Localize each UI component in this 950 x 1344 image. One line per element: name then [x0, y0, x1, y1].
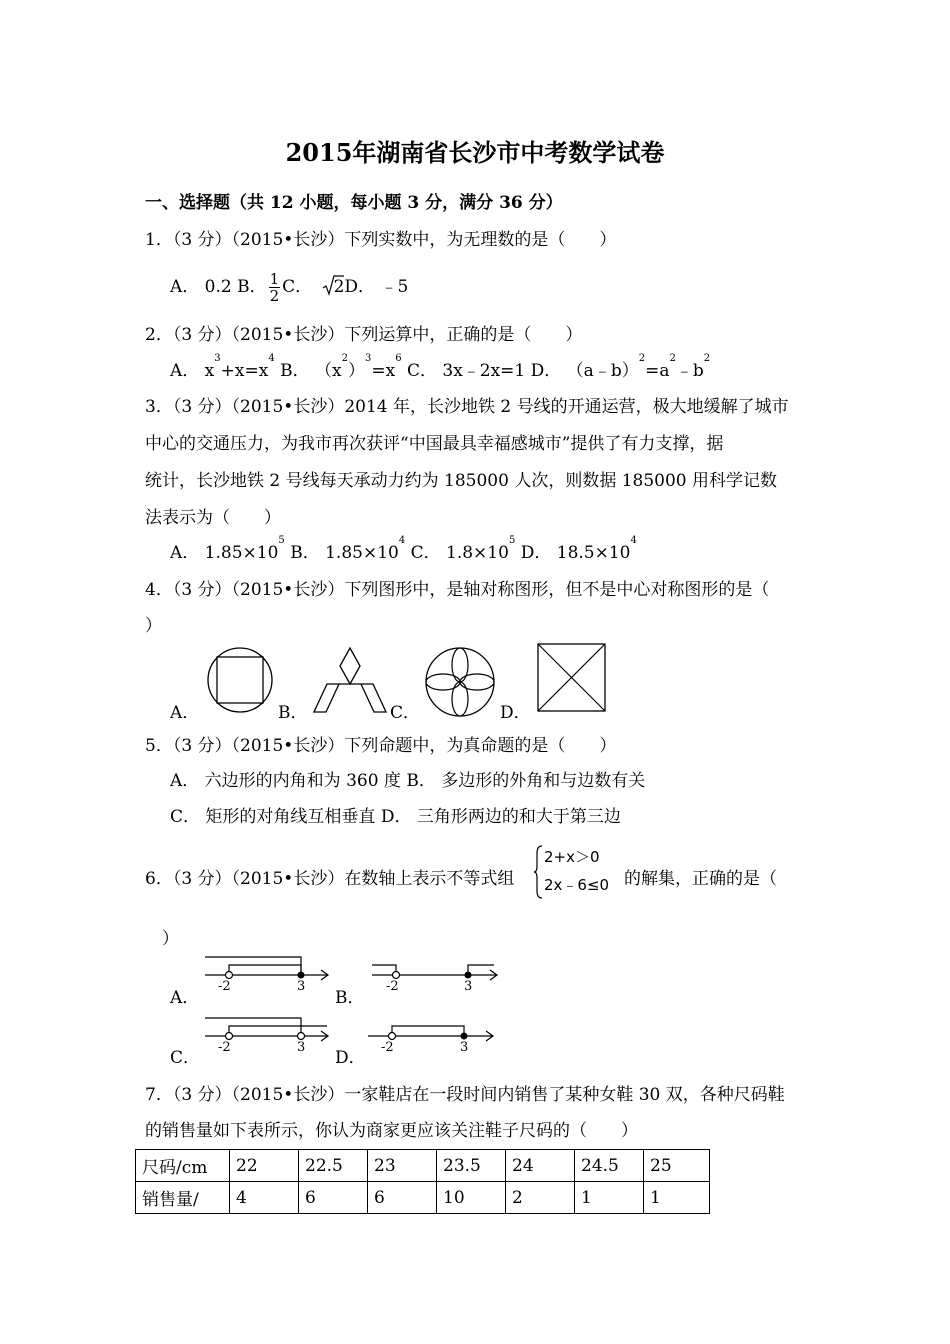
- tick-label-left: -2: [218, 1040, 231, 1055]
- q1-option-c: C．: [282, 277, 313, 297]
- three-rhombus-icon: [312, 648, 388, 714]
- q4-line2: ）: [145, 616, 162, 636]
- tick-label-right: 3: [460, 1040, 469, 1055]
- table-cell: 24.5: [575, 1150, 644, 1182]
- table-cell: 23.5: [437, 1150, 506, 1182]
- table-cell: 22: [230, 1150, 299, 1182]
- table-cell: 6: [368, 1182, 437, 1214]
- table-cell: 10: [437, 1182, 506, 1214]
- q4-option-b-label: B．: [278, 703, 308, 723]
- table-cell: 23: [368, 1150, 437, 1182]
- q6-line2: ）: [162, 929, 179, 949]
- q3-line4: 法表示为（ ）: [145, 508, 281, 528]
- q3-line2: 中心的交通压力，为我市再次获评“中国最具幸福感城市”提供了有力支撑，据: [145, 434, 724, 454]
- q4-line1: 4．（3 分）（2015•长沙）下列图形中，是轴对称图形，但不是中心对称图形的是（: [145, 580, 770, 600]
- circle-with-four-petals-icon: [424, 646, 496, 718]
- q6-option-d-label: D．: [335, 1048, 366, 1068]
- tick-label-right: 3: [464, 979, 473, 994]
- q6-option-c-label: C．: [170, 1048, 201, 1068]
- table-cell: 1: [575, 1182, 644, 1214]
- table-cell: 25: [644, 1150, 710, 1182]
- table-cell: 24: [506, 1150, 575, 1182]
- tick-label-right: 3: [297, 1040, 306, 1055]
- q6-stem-post: 的解集，正确的是（: [624, 869, 777, 889]
- q7-line1: 7．（3 分）（2015•长沙）一家鞋店在一段时间内销售了某种女鞋 30 双，各种尺码鞋: [145, 1085, 785, 1105]
- table-cell: 尺码/cm: [136, 1150, 230, 1182]
- q5-stem: 5．（3 分）（2015•长沙）下列命题中，为真命题的是（ ）: [145, 736, 617, 756]
- table-cell: 销售量/: [136, 1182, 230, 1214]
- q3-options: A． $1.85\times 10^5$ B． $1.85\times 10^4$ C． $1.8\times 10^5$ D． $18.5\times 10^4$: [170, 535, 637, 563]
- brace-icon: [533, 845, 543, 899]
- tick-label-right: 3: [297, 979, 306, 994]
- table-cell: 1: [644, 1182, 710, 1214]
- q2-stem: 2．（3 分）（2015•长沙）下列运算中，正确的是（ ）: [145, 325, 583, 345]
- q6-inequality-2: 2x﹣6≤0: [544, 876, 610, 894]
- q1-option-d: D． ﹣5: [344, 277, 409, 297]
- q1-fraction: $\frac{1}{2}$: [269, 270, 280, 305]
- q3-line1: 3．（3 分）（2015•长沙）2014 年，长沙地铁 2 号线的开通运营，极大地缓解了城市: [145, 397, 789, 417]
- q4-option-d-label: D．: [500, 703, 531, 723]
- q1-sqrt: 2: [322, 277, 345, 297]
- q6-stem-pre: 6．（3 分）（2015•长沙）在数轴上表示不等式组: [145, 869, 515, 889]
- table-row: [136, 1150, 710, 1182]
- q4-option-a-label: A．: [170, 703, 200, 723]
- table-row: [136, 1182, 710, 1214]
- q6-inequality-1: 2+x＞0: [544, 848, 600, 866]
- size-sales-table: [135, 1149, 710, 1214]
- table-cell: 6: [299, 1182, 368, 1214]
- tick-label-left: -2: [381, 1040, 394, 1055]
- circle-with-inscribed-square-icon: [205, 645, 275, 715]
- table-cell: 2: [506, 1182, 575, 1214]
- q6-option-b-label: B．: [335, 988, 365, 1008]
- tick-label-left: -2: [386, 979, 399, 994]
- q1-stem: 1．（3 分）（2015•长沙）下列实数中，为无理数的是（ ）: [145, 230, 617, 250]
- q4-option-c-label: C．: [390, 703, 421, 723]
- q1-option-a: A． 0.2 B．: [170, 277, 267, 297]
- q1-options: [170, 271, 408, 304]
- q7-line2: 的销售量如下表所示，你认为商家更应该关注鞋子尺码的（ ）: [145, 1121, 638, 1141]
- q5-options-ab: A． 六边形的内角和为 360 度 B． 多边形的外角和与边数有关: [170, 771, 646, 791]
- page-title: 2015年湖南省长沙市中考数学试卷: [285, 138, 665, 167]
- q2-options: A． $x^3+x=x^4$ B． $(x^2)^3=x^6$ C． 3x﹣2x=1 D． $(a﹣b)^2=a^2﹣b^2$: [170, 353, 711, 381]
- tick-label-left: -2: [218, 979, 231, 994]
- table-cell: 22.5: [299, 1150, 368, 1182]
- table-cell: 4: [230, 1182, 299, 1214]
- q5-options-cd: C． 矩形的对角线互相垂直 D． 三角形两边的和大于第三边: [170, 807, 621, 827]
- q6-option-a-label: A．: [170, 988, 200, 1008]
- section-heading: 一、选择题（共 12 小题，每小题 3 分，满分 36 分）: [145, 193, 563, 213]
- square-with-diagonals-icon: [537, 643, 607, 713]
- q3-line3: 统计，长沙地铁 2 号线每天承动力约为 185000 人次，则数据 185000 用科学记数: [145, 471, 778, 491]
